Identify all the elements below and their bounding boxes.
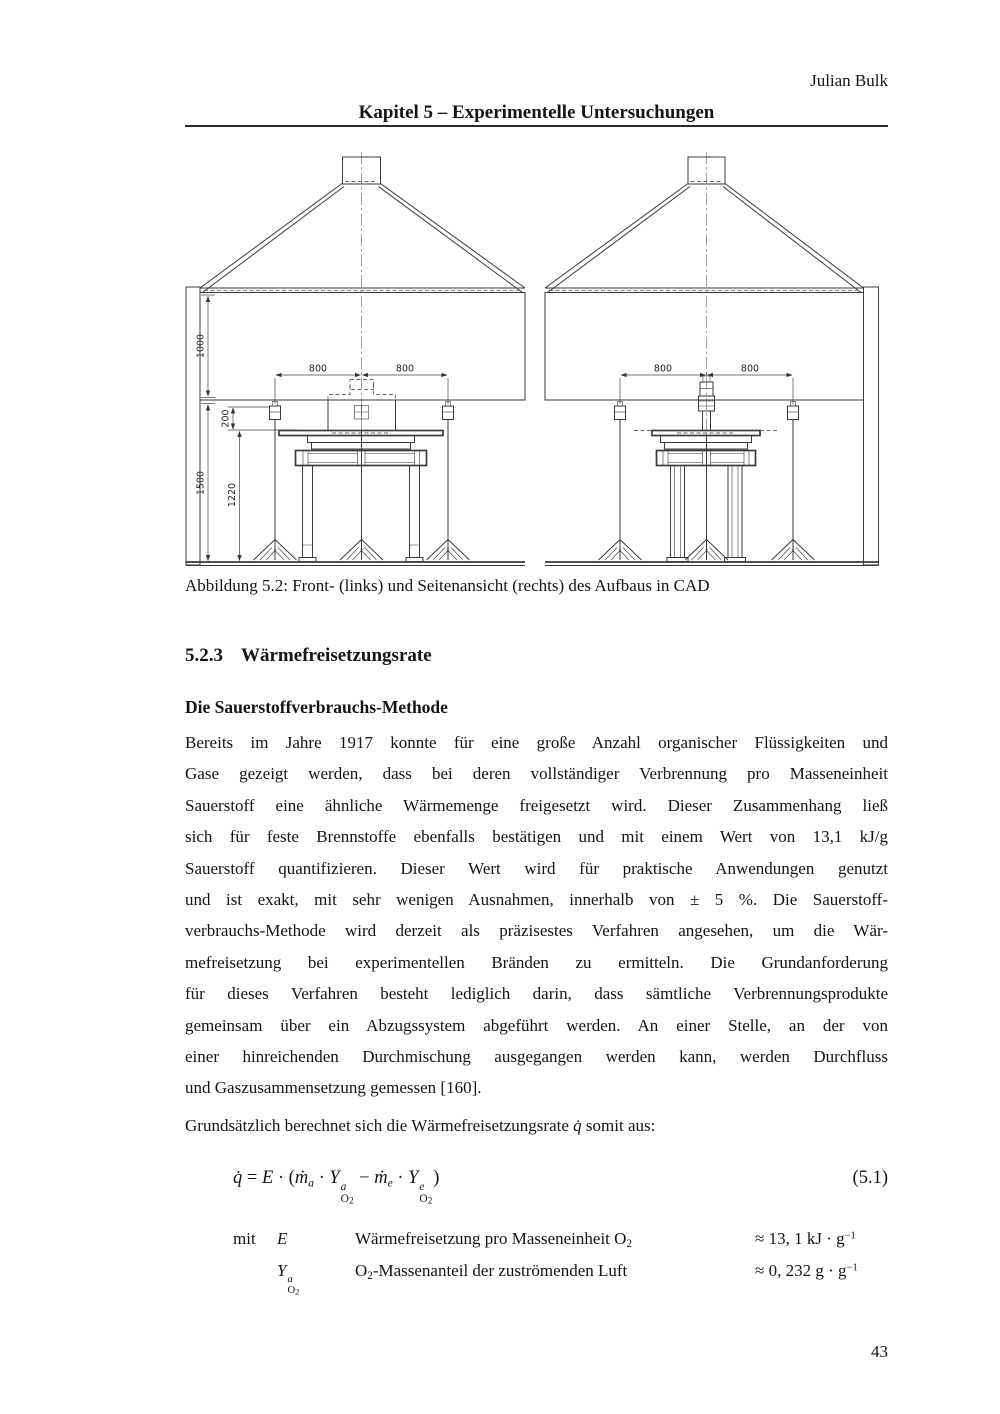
qdot-symbol: q̇ — [233, 1168, 243, 1188]
minus-sign: − — [354, 1168, 375, 1188]
wall-hatch — [186, 287, 200, 565]
qdot-symbol: q̇ — [573, 1116, 582, 1135]
page-number: 43 — [871, 1342, 888, 1361]
header-chapter: Kapitel 5 – Experimentelle Untersuchungen — [358, 102, 715, 123]
table-leg — [303, 466, 313, 558]
dimension-label-800: 800 — [740, 363, 760, 375]
dimension-1000 — [196, 295, 216, 398]
header-rule — [185, 125, 888, 127]
mdot-e-symbol: ṁ — [374, 1168, 388, 1188]
section-title: Wärmefreisetzungsrate — [241, 645, 432, 666]
text-line: Sauerstoff eine ähnliche Wärmemenge freigesetzt wird. Dieser Zusammenhang ließ — [185, 795, 888, 815]
wall-hatch — [864, 287, 879, 565]
equation-row — [185, 1168, 888, 1206]
definitions-intro: mit — [233, 1229, 256, 1248]
closing-paren: ) — [433, 1168, 440, 1188]
header-author: Julian Bulk — [810, 71, 888, 90]
definition-row-E — [233, 1229, 888, 1261]
dimension-1500 — [196, 404, 216, 561]
text-line: Bereits im Jahre 1917 konnte für eine große Anzahl organischer Flüssigkeiten und — [185, 733, 888, 752]
dimension-label-1000: 1000 — [195, 333, 207, 359]
mdot-a-symbol: ṁ — [294, 1168, 309, 1188]
subsection-heading: Die Sauerstoffverbrauchs-Methode — [185, 697, 448, 717]
cad-figure — [182, 143, 892, 573]
paragraph-intro-equation — [185, 1110, 888, 1141]
dimension-label-800: 800 — [395, 363, 415, 375]
exhaust-hood — [545, 157, 864, 293]
table-leg — [410, 466, 420, 558]
description-E: Wärmefreisetzung pro Masseneinheit O2 — [355, 1229, 632, 1250]
mdot-e-subscript: e — [387, 1177, 393, 1190]
value-E: ≈ 13, 1 kJ · $g^{-1}$ — [755, 1229, 856, 1248]
dimension-label-1500: 1500 — [195, 470, 207, 496]
front-view-drawing — [186, 152, 525, 566]
measurement-stand — [254, 402, 297, 561]
dimension-label-1220: 1220 — [227, 482, 238, 508]
text-line: sich für feste Brennstoffe ebenfalls bestätigen und mit einem Wert von 13,1 kJ/g — [185, 827, 888, 847]
measurement-stand — [599, 402, 642, 561]
text-line: Gase gezeigt werden, dass bei deren vollständiger Verbrennung pro Masseneinheit — [185, 764, 888, 784]
dimension-label-200: 200 — [220, 409, 232, 428]
text-line: und Gaszusammensetzung gemessen [160]. — [185, 1078, 482, 1098]
symbol-E: E — [277, 1229, 288, 1248]
exhaust-hood — [200, 157, 525, 293]
figure-caption: Abbildung 5.2: Front- (links) und Seitenansicht (rechts) des Aufbaus in CAD — [185, 576, 710, 595]
text-line: Sauerstoff quantifizieren. Dieser Wert wird für praktische Anwendungen genutzt — [185, 858, 888, 878]
Y-symbol: Y — [408, 1168, 419, 1188]
table-leg — [671, 466, 685, 558]
Y-scripts: e O2 — [419, 1180, 433, 1206]
equation-5-1 — [185, 1168, 439, 1206]
text-line: verbrauchs-Methode wird derzeit als präzisestes Verfahren angesehen, um die Wär- — [185, 921, 888, 941]
side-view-drawing — [545, 152, 879, 566]
value-Y: ≈ 0, 232 $g \cdot g^{-1}$ — [755, 1261, 858, 1280]
operator: · — [313, 1168, 330, 1188]
text-line: einer hinreichenden Durchmischung ausgegangen werden kann, werden Durchfluss — [185, 1047, 888, 1067]
operator: · — [392, 1168, 409, 1188]
equation-number: (5.1) — [852, 1168, 888, 1188]
dimension-label-800: 800 — [653, 363, 673, 375]
mdot-a-subscript: a — [308, 1177, 314, 1190]
definition-row-Y — [233, 1261, 888, 1297]
text-line: gemeinsam über ein Abzugssystem abgeführt werden. An einer Stelle, an der von — [185, 1015, 888, 1035]
paragraph-oxygen-method — [185, 727, 888, 1104]
lead-text-after: somit aus: — [581, 1116, 656, 1135]
text-line: und ist exakt, mit sehr wenigen Ausnahmen, innerhalb von ± 5 %. Die Sauerstoff- — [185, 890, 888, 910]
symbol-definitions — [185, 1229, 888, 1297]
dimension-200 — [221, 407, 298, 430]
table-leg — [728, 466, 742, 558]
section-heading — [185, 645, 888, 667]
measurement-stand — [772, 402, 815, 561]
dimension-label-800: 800 — [308, 363, 328, 375]
text-line: mefreisetzung bei experimentellen Bränden zu ermitteln. Die Grundanforderung — [185, 952, 888, 972]
section-number: 5.2.3 — [185, 645, 223, 666]
description-Y: O2-Massenanteil der zuströmenden Luft — [355, 1261, 628, 1282]
equals-sign: = — [242, 1168, 262, 1188]
E-symbol: E — [261, 1168, 274, 1188]
dimension-1220 — [227, 432, 240, 561]
Y-scripts: a O2 — [340, 1180, 354, 1206]
measurement-stand — [427, 402, 470, 561]
text-line: für dieses Verfahren besteht lediglich darin, dass sämtliche Verbrennungsprodukte — [185, 984, 888, 1004]
operator: · ( — [273, 1168, 295, 1188]
lead-text-before: Grundsätzlich berechnet sich die Wärmefreisetzungsrate — [185, 1116, 574, 1135]
Y-symbol: Y — [329, 1168, 340, 1188]
symbol-Y-O2-a: Y a O2 — [277, 1261, 300, 1297]
